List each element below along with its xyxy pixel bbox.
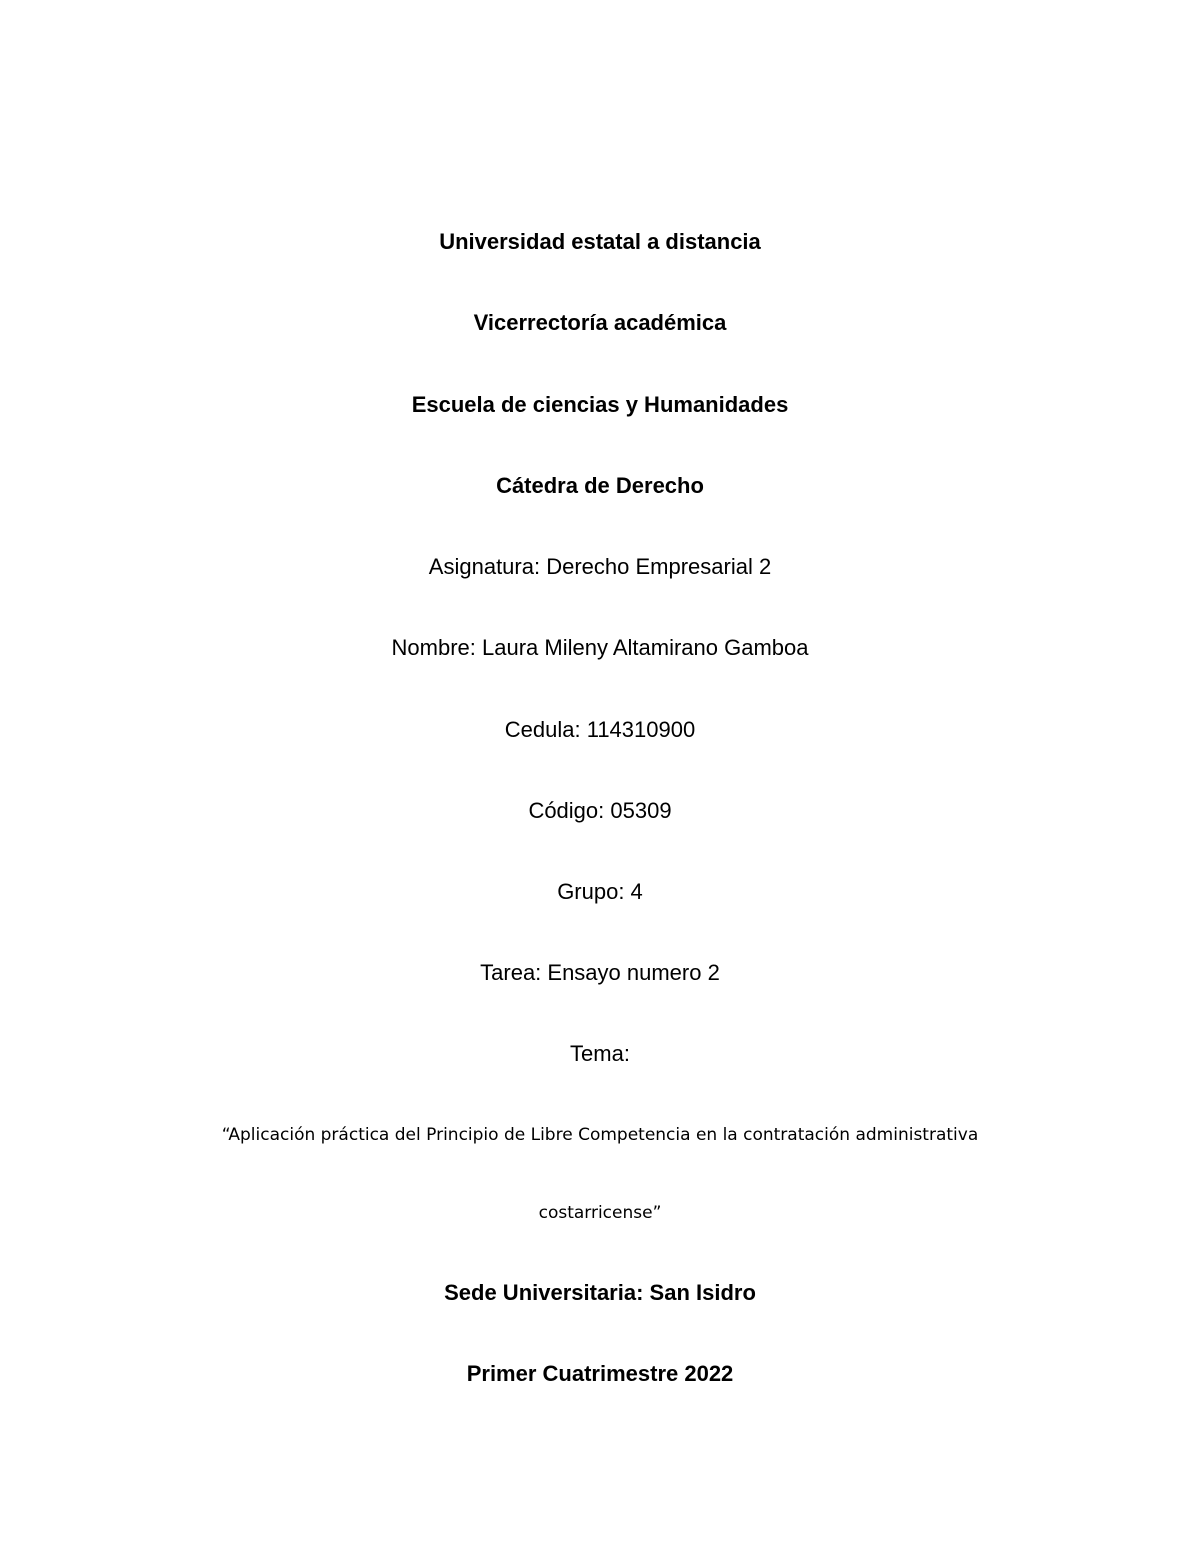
school-name: Escuela de ciencias y Humanidades bbox=[411, 392, 789, 417]
topic-label: Tema: bbox=[570, 1041, 630, 1066]
topic-title-line-1: “Aplicación práctica del Principio de Libre Competencia en la contratación administrativa bbox=[221, 1125, 979, 1145]
course-code: Código: 05309 bbox=[528, 798, 672, 823]
topic-title-line-2: costarricense” bbox=[538, 1203, 662, 1223]
university-name: Universidad estatal a distancia bbox=[439, 229, 761, 254]
task-line: Tarea: Ensayo numero 2 bbox=[480, 960, 720, 985]
vicerrectoria: Vicerrectoría académica bbox=[473, 310, 727, 335]
term-line: Primer Cuatrimestre 2022 bbox=[466, 1361, 734, 1386]
chair-name: Cátedra de Derecho bbox=[496, 473, 704, 498]
subject-line: Asignatura: Derecho Empresarial 2 bbox=[428, 554, 772, 579]
cedula-line: Cedula: 114310900 bbox=[504, 717, 696, 742]
campus-line: Sede Universitaria: San Isidro bbox=[444, 1280, 756, 1305]
student-name: Nombre: Laura Mileny Altamirano Gamboa bbox=[391, 635, 809, 660]
group-line: Grupo: 4 bbox=[557, 879, 643, 904]
